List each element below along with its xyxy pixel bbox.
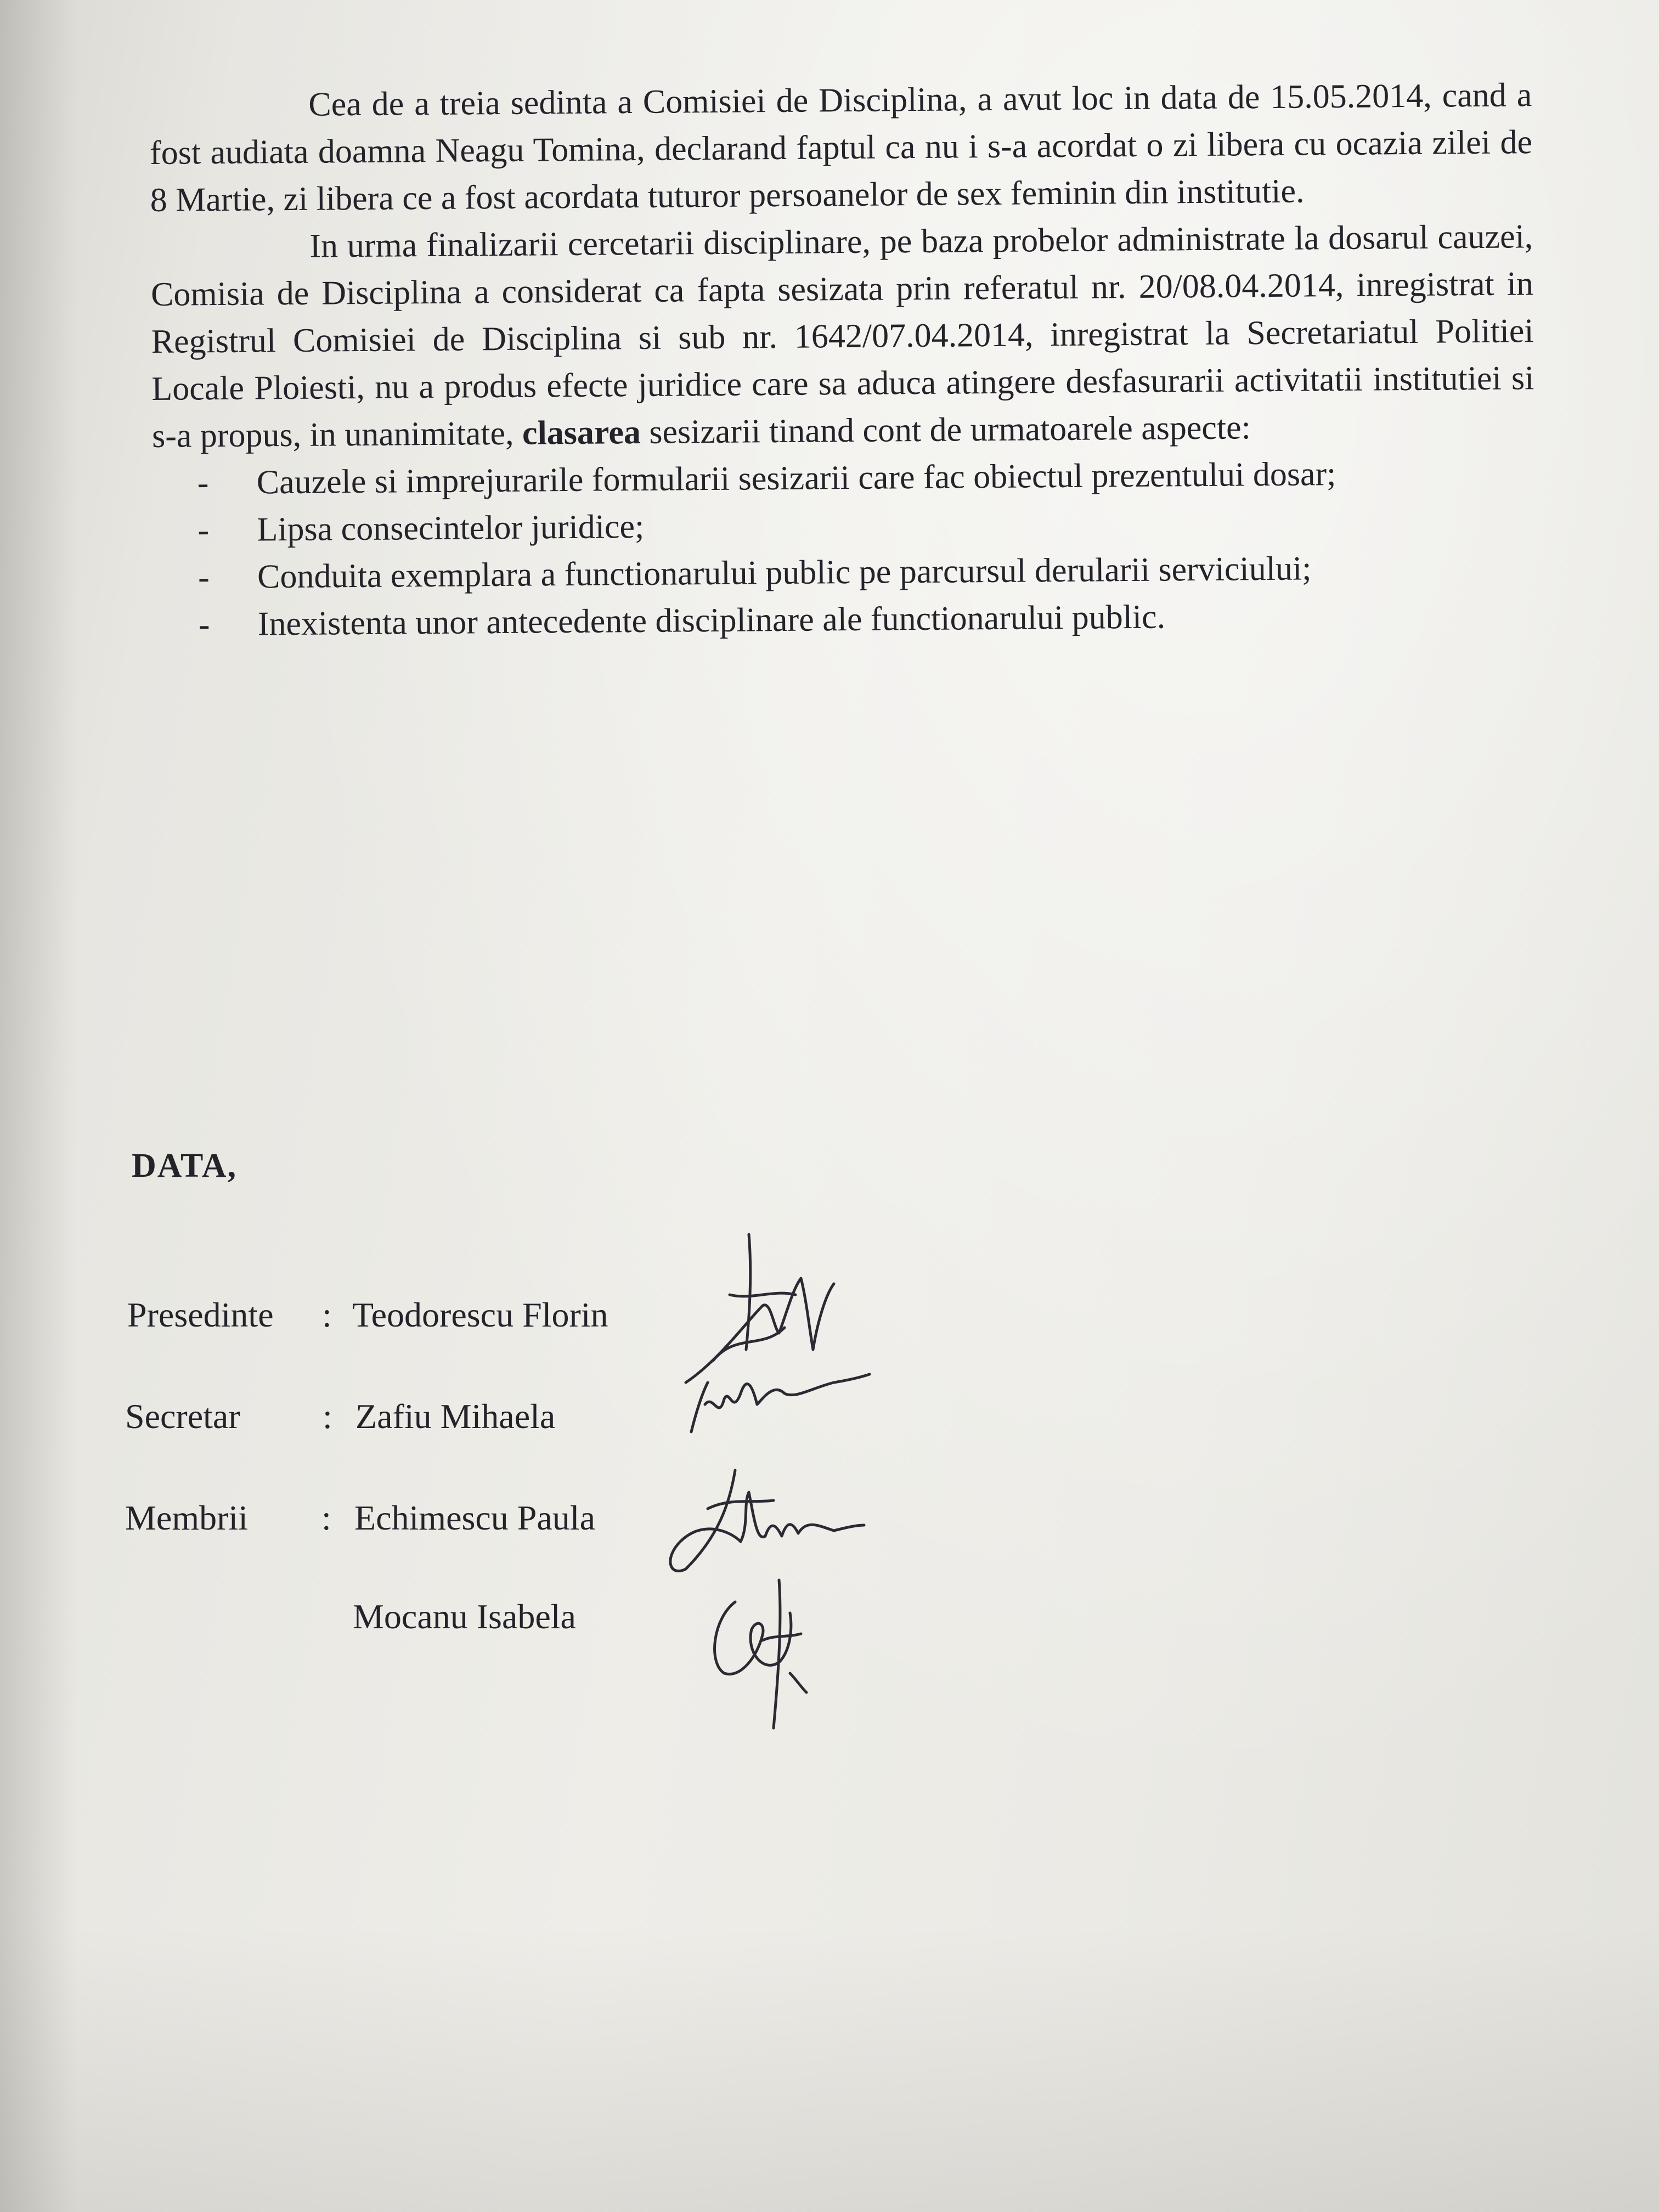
list-item <box>153 590 1536 648</box>
paragraph-meeting <box>149 71 1533 224</box>
list-item-text: Cauzele si imprejurarile formularii sesizarii care fac obiectul prezentului dosar; <box>256 455 1336 501</box>
date-label: DATA, <box>132 1147 237 1184</box>
list-dash: - <box>198 606 210 644</box>
list-item-text: Conduita exemplara a functionarului public pe parcursul derularii serviciului; <box>257 550 1312 596</box>
aspects-list <box>152 449 1536 648</box>
paragraph-conclusion-text: In urma finalizarii cercetarii disciplinare, pe baza probelor administrate la dosarul cauzei, Comisia de Disciplina a considerat ca fapta sesizata prin referatul nr. 20/08.04.2014, inregistrat in Registrul Comisiei de Disciplina si sub nr. 1642/07.04.2014, inregistrat la Secretariatul Politiei Locale Ploiesti, nu a produs efecte juridice care sa aduca atingere desfasurarii activitatii institutiei si s-a propus, in unanimitate, <box>150 218 1534 455</box>
list-dash: - <box>198 511 210 549</box>
signatory-role: Secretar <box>125 1397 240 1436</box>
signatory-name: Mocanu Isabela <box>353 1597 576 1636</box>
list-dash: - <box>198 558 210 596</box>
list-item-text: Inexistenta unor antecedente disciplinare ale functionarului public. <box>257 598 1166 643</box>
signatory-name: Echimescu Paula <box>354 1498 595 1537</box>
signatory-colon: : <box>321 1498 331 1537</box>
signatory-role: Membrii <box>125 1498 248 1537</box>
signature-member-1-icon <box>653 1459 872 1580</box>
signatory-name: Zafiu Mihaela <box>356 1397 556 1436</box>
paragraph-meeting-text: Cea de a treia sedinta a Comisiei de Disciplina, a avut loc in data de 15.05.2014, cand a fost audiata doamna Neagu Tomina, declarand faptul ca nu i s-a acordat o zi libera cu ocazia zilei de 8 Martie, zi libera ce a fost acordata tuturor persoanelor de sex feminin din institutie. <box>149 76 1533 219</box>
paragraph-conclusion <box>150 213 1534 460</box>
conclusion-keyword: clasarea <box>522 413 641 452</box>
signature-secretary-icon <box>680 1361 878 1443</box>
signatory-colon: : <box>322 1295 332 1334</box>
list-dash: - <box>197 464 209 502</box>
signatory-name: Teodorescu Florin <box>352 1295 608 1334</box>
paragraph-conclusion-tail: sesizarii tinand cont de urmatoarele aspecte: <box>649 409 1251 451</box>
document-body <box>149 71 1536 648</box>
signature-member-2-icon <box>697 1569 828 1734</box>
signatory-role: Presedinte <box>127 1295 274 1334</box>
list-item-text: Lipsa consecintelor juridice; <box>257 507 645 549</box>
signatory-colon: : <box>323 1397 332 1436</box>
